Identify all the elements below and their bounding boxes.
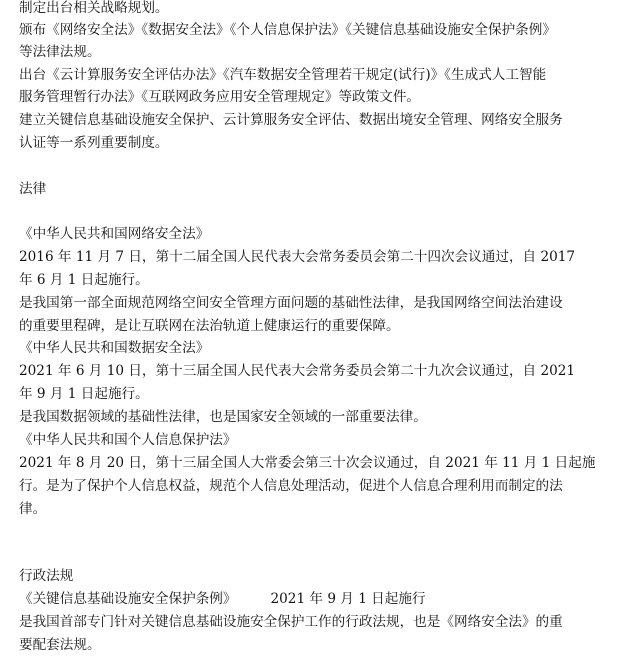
law-desc-cybersecurity-2: 的重要里程碑，是让互联网在法治轨道上健康运行的重要保障。 bbox=[19, 318, 400, 334]
intro-line-laws-1: 颁布《网络安全法》《数据安全法》《个人信息保护法》《关键信息基础设施安全保护条例》 bbox=[19, 22, 556, 38]
intro-line-policies-2: 服务管理暂行办法》《互联网政务应用安全管理规定》等政策文件。 bbox=[19, 89, 421, 105]
regulation-title-row bbox=[19, 587, 634, 611]
law-title-data-security: 《中华人民共和国数据安全法》 bbox=[19, 340, 210, 356]
regulation-desc-cii-1: 是我国首部专门针对关键信息基础设施安全保护工作的行政法规，也是《网络安全法》的重 bbox=[19, 614, 563, 630]
law-date-data-security-2: 年 9 月 1 日起施行。 bbox=[19, 386, 149, 402]
regulation-title-cii: 《关键信息基础设施安全保护条例》 bbox=[19, 591, 237, 607]
law-title-personal-info: 《中华人民共和国个人信息保护法》 bbox=[19, 432, 237, 448]
regulation-date-cii: 2021 年 9 月 1 日起施行 bbox=[270, 591, 426, 607]
law-desc-data-security: 是我国数据领域的基础性法律，也是国家安全领域的一部重要法律。 bbox=[19, 409, 427, 425]
law-title-cybersecurity: 《中华人民共和国网络安全法》 bbox=[19, 226, 210, 242]
law-desc-cybersecurity-1: 是我国第一部全面规范网络空间安全管理方面问题的基础性法律，是我国网络空间法治建设 bbox=[19, 295, 563, 311]
intro-line-laws-2: 等法律法规。 bbox=[19, 44, 101, 60]
section-heading-administrative-regulations: 行政法规 bbox=[19, 568, 74, 584]
intro-line-strategy: 制定出台相关战略规划。 bbox=[19, 0, 169, 16]
law-date-personal-info: 2021 年 8 月 20 日，第十三届全国人大常委会第三十次会议通过，自 2021 年 11 月 1 日起施 bbox=[19, 455, 596, 471]
law-desc-personal-info-1: 行。是为了保护个人信息权益，规范个人信息处理活动，促进个人信息合理利用而制定的法 bbox=[19, 478, 563, 494]
law-desc-personal-info-2: 律。 bbox=[19, 501, 47, 517]
law-date-cybersecurity-2: 年 6 月 1 日起施行。 bbox=[19, 272, 149, 288]
section-heading-laws: 法律 bbox=[19, 181, 47, 197]
intro-line-systems-1: 建立关键信息基础设施安全保护、云计算服务安全评估、数据出境安全管理、网络安全服务 bbox=[19, 112, 563, 128]
law-date-data-security-1: 2021 年 6 月 10 日，第十三届全国人民代表大会常务委员会第二十九次会议通过，自 2021 bbox=[19, 363, 576, 379]
law-date-cybersecurity-1: 2016 年 11 月 7 日，第十二届全国人民代表大会常务委员会第二十四次会议通过，自 2017 bbox=[19, 249, 576, 265]
regulation-desc-cii-2: 要配套法规。 bbox=[19, 637, 101, 653]
intro-line-systems-2: 认证等一系列重要制度。 bbox=[19, 135, 169, 151]
intro-line-policies-1: 出台《云计算服务安全评估办法》《汽车数据安全管理若干规定(试行)》《生成式人工智能 bbox=[19, 67, 547, 83]
